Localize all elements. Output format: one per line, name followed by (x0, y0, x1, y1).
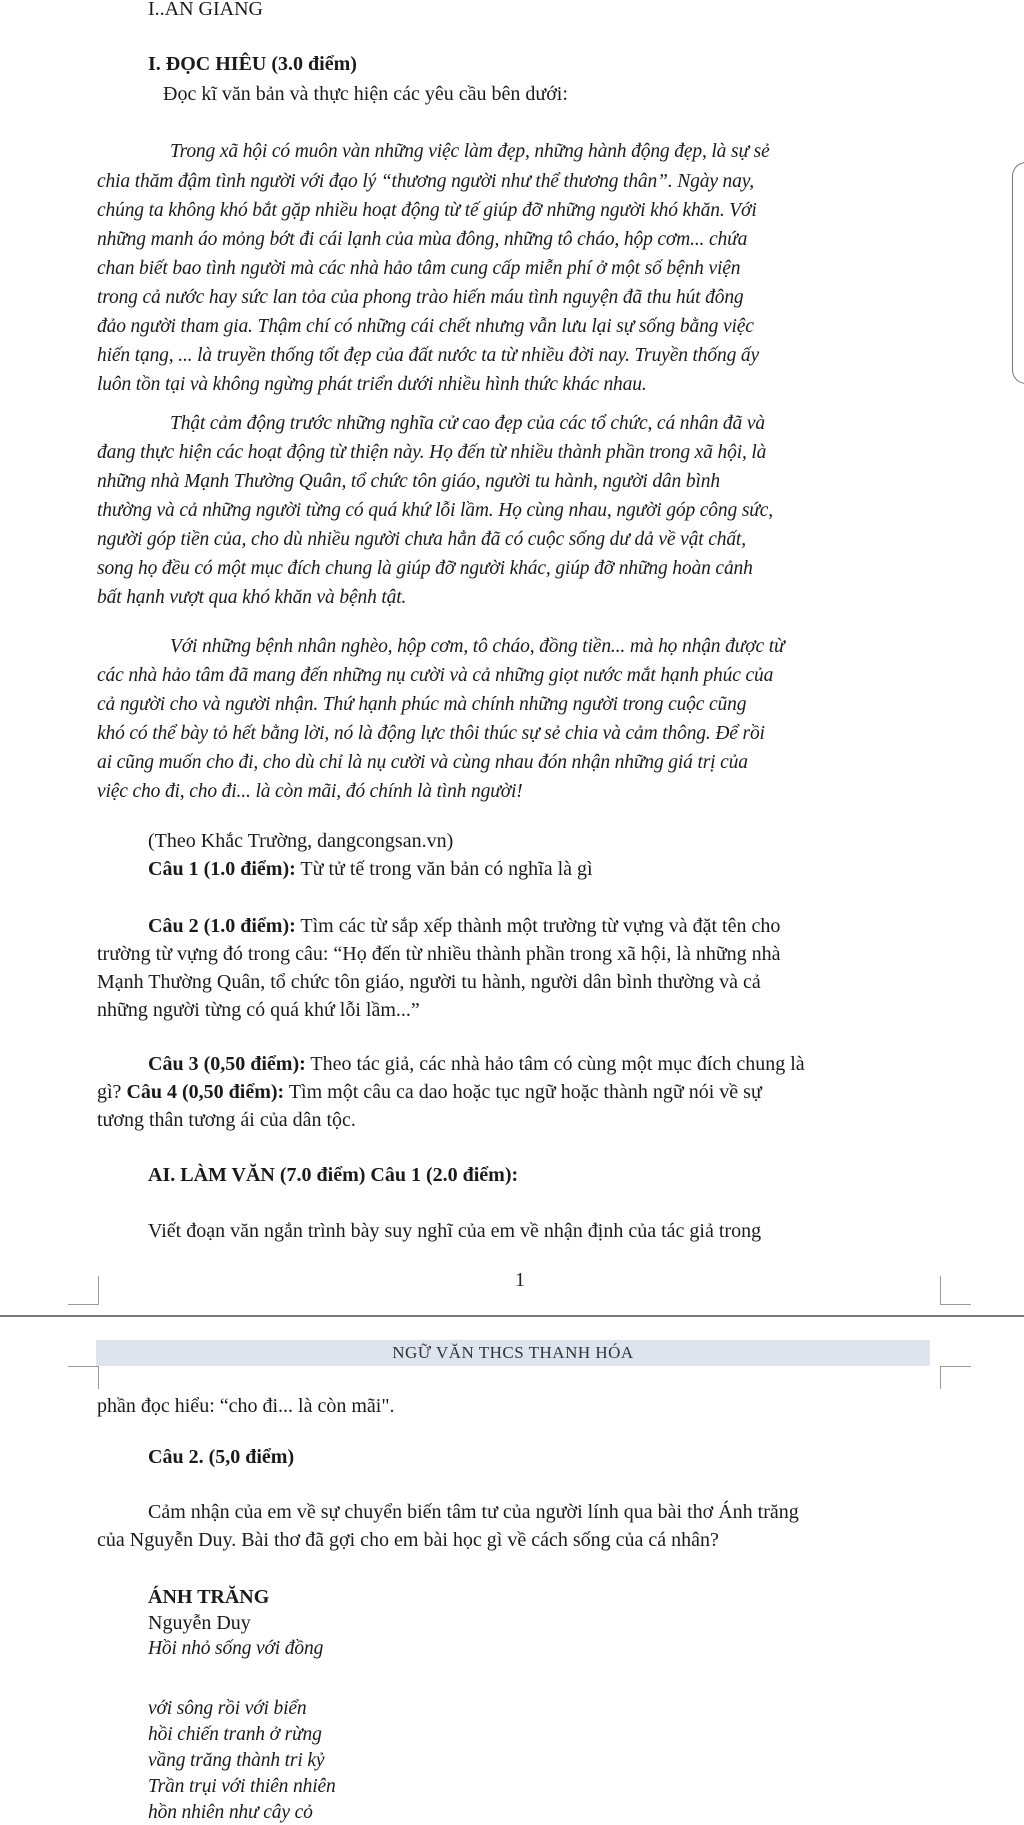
question-3-text: Theo tác giả, các nhà hảo tâm có cùng một mục đích chung là (305, 1053, 805, 1075)
question-4-line: tương thân tương ái của dân tộc. (97, 1109, 356, 1131)
passage-line: ai cũng muốn cho đi, cho dù chỉ là nụ cười và cùng nhau đón nhận những giá trị của (97, 752, 748, 773)
passage-line: người góp tiền của, cho dù nhiều người chưa hẳn đã có cuộc sống dư dả về vật chất, (97, 529, 746, 550)
page-corner-mark (940, 1276, 971, 1305)
passage-line: chia thăm đậm tình người với đạo lý “thương người như thể thương thân”. Ngày nay, (97, 171, 754, 192)
essay2-text: của Nguyễn Duy. Bài thơ đã gợi cho em bài học gì về cách sống của cá nhân? (97, 1529, 719, 1551)
passage-line: chúng ta không khó bắt gặp nhiều hoạt động từ tế giúp đỡ những người khó khăn. Với (97, 200, 757, 221)
poem-line: vầng trăng thành tri kỷ (148, 1750, 325, 1771)
passage-line: việc cho đi, cho đi... là còn mãi, đó chính là tình người! (97, 781, 523, 802)
page-corner-mark (68, 1366, 99, 1389)
question-2-line: Mạnh Thường Quân, tổ chức tôn giáo, người tu hành, người dân bình thường và cả (97, 971, 761, 993)
question-1-text: Từ tử tế trong văn bản có nghĩa là gì (295, 858, 593, 880)
passage-line: luôn tồn tại và không ngừng phát triển dưới nhiều hình thức khác nhau. (97, 374, 647, 395)
section2-heading: AI. LÀM VĂN (7.0 điểm) Câu 1 (2.0 điểm): (148, 1164, 519, 1186)
top-title: I..AN GIANG (148, 0, 263, 20)
poem-line: hồi chiến tranh ở rừng (148, 1724, 322, 1745)
question-3-text-end: gì? (97, 1081, 127, 1103)
question-2-line: trường từ vựng đó trong câu: “Họ đến từ nhiều thành phần trong xã hội, là những nhà (97, 943, 781, 965)
question-1-label: Câu 1 (1.0 điểm): (148, 858, 296, 880)
passage-line: cả người cho và người nhận. Thứ hạnh phúc mà chính những người trong cuộc cũng (97, 694, 747, 715)
page-corner-mark (68, 1276, 99, 1305)
poem-author: Nguyễn Duy (148, 1612, 251, 1634)
passage-line: song họ đều có một mục đích chung là giúp đỡ người khác, giúp đỡ những hoàn cảnh (97, 558, 753, 579)
page-separator (0, 1315, 1024, 1317)
essay1-text: Viết đoạn văn ngắn trình bày suy nghĩ của em về nhận định của tác giả trong (148, 1220, 762, 1242)
page-corner-mark (940, 1366, 971, 1389)
passage-line: Với những bệnh nhân nghèo, hộp cơm, tô cháo, đồng tiền... mà họ nhận được từ (170, 636, 785, 657)
essay2-text: Cảm nhận của em về sự chuyển biến tâm tư của người lính qua bài thơ Ánh trăng (148, 1501, 799, 1523)
passage-line: bất hạnh vượt qua khó khăn và bệnh tật. (97, 587, 407, 608)
passage-line: trong cả nước hay sức lan tỏa của phong trào hiến máu tình nguyện đã thu hút đông (97, 287, 744, 308)
page-number: 1 (515, 1269, 525, 1291)
passage-line: khó có thể bày tỏ hết bằng lời, nó là động lực thôi thúc sự sẻ chia và cảm thông. Để rồi (97, 723, 765, 744)
running-header: NGỮ VĂN THCS THANH HÓA (392, 1343, 634, 1362)
section1-instruction: Đọc kĩ văn bản và thực hiện các yêu cầu bên dưới: (163, 83, 568, 105)
poem-line: với sông rồi với biển (148, 1698, 307, 1719)
essay1-text-continued: phần đọc hiểu: “cho đi... là còn mãi". (97, 1395, 395, 1417)
poem-line: Trần trụi với thiên nhiên (148, 1776, 336, 1797)
section1-heading: I. ĐỌC HIÊU (3.0 điểm) (148, 53, 357, 75)
poem-line: hồn nhiên như cây cỏ (148, 1802, 313, 1823)
question-3-label: Câu 3 (0,50 điểm): (148, 1053, 306, 1075)
passage-line: những manh áo mỏng bớt đi cái lạnh của mùa đông, những tô cháo, hộp cơm... chứa (97, 229, 748, 250)
passage-line: Thật cảm động trước những nghĩa cử cao đẹp của các tổ chức, cá nhân đã và (170, 413, 765, 434)
question-2-label: Câu 2 (1.0 điểm): (148, 915, 296, 937)
passage-source: (Theo Khắc Trường, dangcongsan.vn) (148, 830, 454, 852)
passage-line: Trong xã hội có muôn vàn những việc làm đẹp, những hành động đẹp, là sự sẻ (170, 141, 770, 162)
question-4-text: Tìm một câu ca dao hoặc tục ngữ hoặc thành ngữ nói về sự (284, 1081, 762, 1103)
passage-line: chan biết bao tình người mà các nhà hảo tâm cung cấp miễn phí ở một số bệnh viện (97, 258, 741, 279)
question-2-text: Tìm các từ sắp xếp thành một trường từ vựng và đặt tên cho (295, 915, 781, 937)
passage-line: các nhà hảo tâm đã mang đến những nụ cười và cả những giọt nước mắt hạnh phúc của (97, 665, 774, 686)
margin-bracket (1012, 162, 1024, 384)
poem-title: ÁNH TRĂNG (148, 1586, 270, 1608)
poem-line: Hồi nhỏ sống với đồng (148, 1638, 324, 1659)
question-2-line: những người từng có quá khứ lỗi lầm...” (97, 999, 420, 1021)
essay2-label: Câu 2. (5,0 điểm) (148, 1446, 295, 1468)
passage-line: hiến tạng, ... là truyền thống tốt đẹp của đất nước ta từ nhiều đời nay. Truyền thống ấy (97, 345, 760, 366)
passage-line: đảo người tham gia. Thậm chí có những cái chết nhưng vẫn lưu lại sự sống bằng việc (97, 316, 754, 337)
passage-line: thường và cả những người từng có quá khứ lỗi lầm. Họ cùng nhau, người góp công sức, (97, 500, 773, 521)
passage-line: những nhà Mạnh Thường Quân, tổ chức tôn giáo, người tu hành, người dân bình (97, 471, 720, 492)
question-1 (148, 857, 593, 881)
passage-line: đang thực hiện các hoạt động từ thiện này. Họ đến từ nhiều thành phần trong xã hội, là (97, 442, 767, 463)
question-4-label: Câu 4 (0,50 điểm): (126, 1081, 285, 1103)
